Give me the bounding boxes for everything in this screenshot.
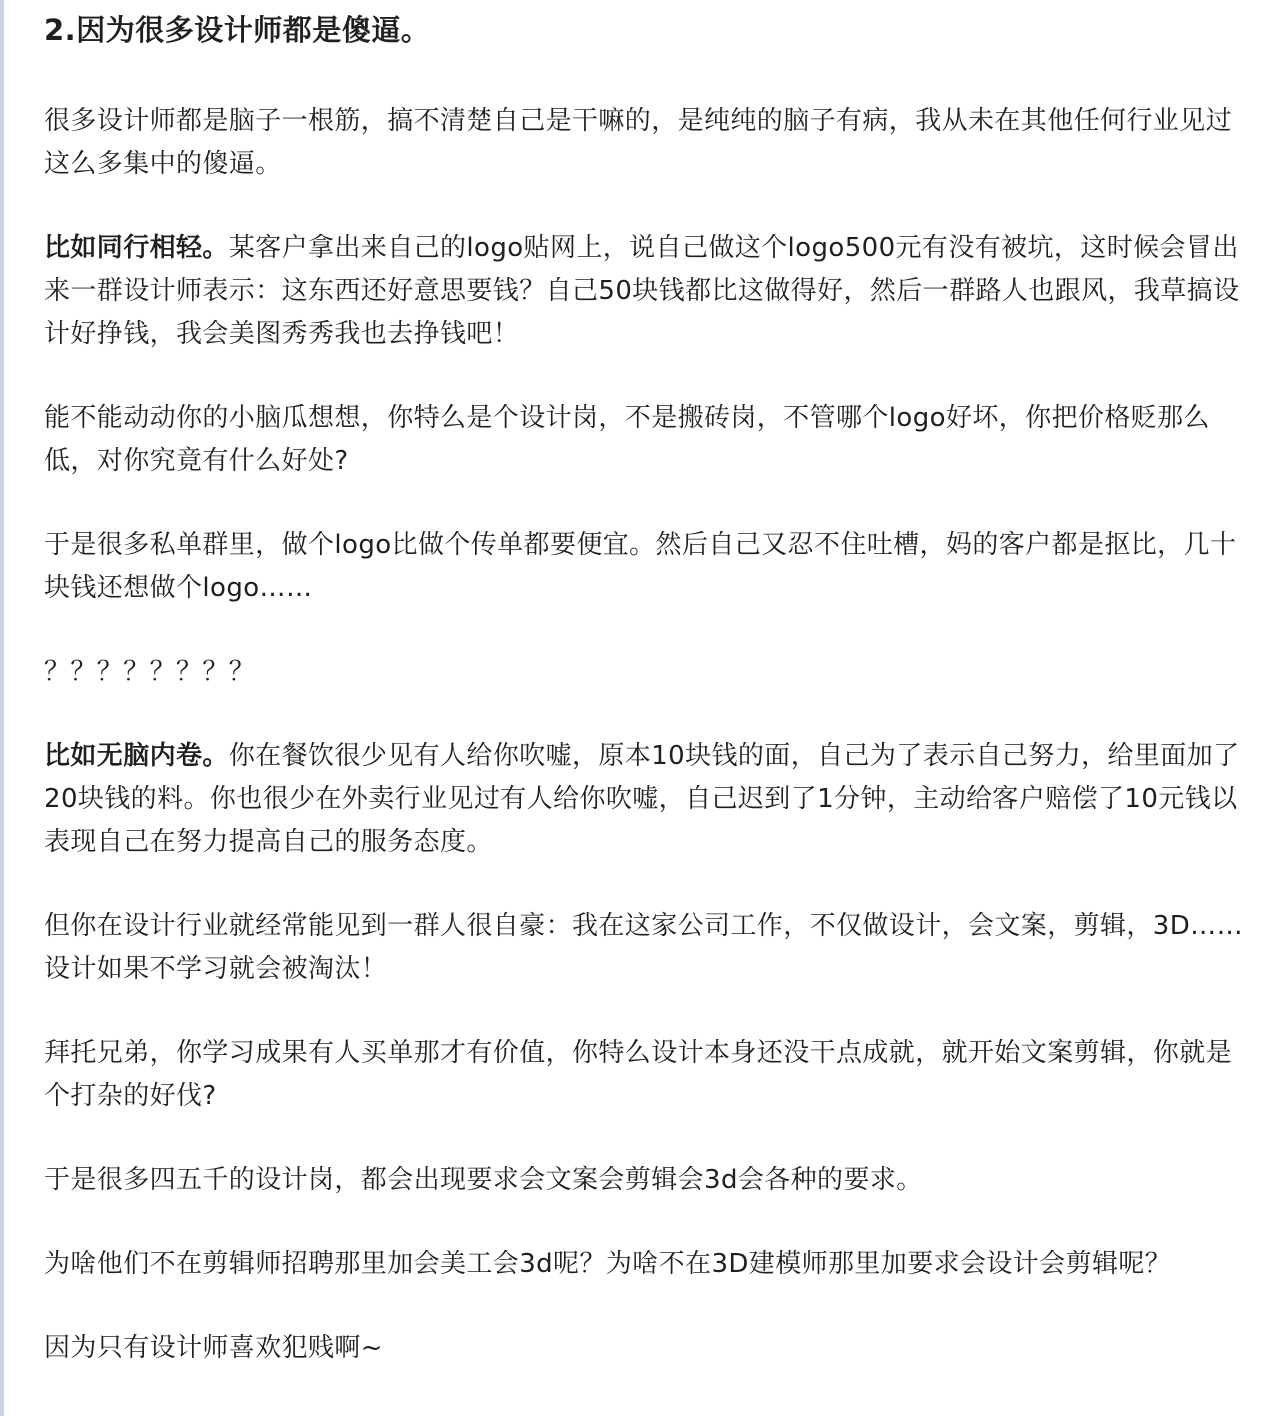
paragraph-9: 于是很多四五千的设计岗，都会出现要求会文案会剪辑会3d会各种的要求。 <box>44 1165 923 1195</box>
article-body <box>44 0 1250 1370</box>
paragraph-10: 为啥他们不在剪辑师招聘那里加会美工会3d呢？为啥不在3D建模师那里加要求会设计会剪辑呢？ <box>44 1249 1172 1279</box>
paragraph-8: 拜托兄弟，你学习成果有人买单那才有价值，你特么设计本身还没干点成就，就开始文案剪辑，你就是个打杂的好伐? <box>44 1038 1233 1111</box>
section-heading: 2.因为很多设计师都是傻逼。 <box>44 13 431 47</box>
paragraph-7: 但你在设计行业就经常能见到一群人很自豪：我在这家公司工作，不仅做设计，会文案，剪辑，3D……设计如果不学习就会被淘汰！ <box>44 911 1243 984</box>
paragraph-6 <box>44 735 1250 864</box>
paragraph-11: 因为只有设计师喜欢犯贱啊~ <box>44 1333 383 1363</box>
paragraph-3: 能不能动动你的小脑瓜想想，你特么是个设计岗，不是搬砖岗，不管哪个logo好坏，你把价格贬那么低，对你究竟有什么好处? <box>44 403 1210 476</box>
paragraph-2 <box>44 227 1250 356</box>
paragraph-5: ？？？？？？？？ <box>44 657 256 687</box>
left-border-rule <box>0 0 4 1416</box>
paragraph-2-lead: 比如同行相轻。 <box>44 233 229 263</box>
paragraph-4: 于是很多私单群里，做个logo比做个传单都要便宜。然后自己又忍不住吐槽，妈的客户都是抠比，几十块钱还想做个logo…… <box>44 530 1237 603</box>
paragraph-6-lead: 比如无脑内卷。 <box>44 741 229 771</box>
paragraph-2-text: 某客户拿出来自己的logo贴网上，说自己做这个logo500元有没有被坑，这时候会冒出来一群设计师表示：这东西还好意思要钱？自己50块钱都比这做得好，然后一群路人也跟风，我草搞设计好挣钱，我会美图秀秀我也去挣钱吧！ <box>44 233 1240 349</box>
paragraph-6-text: 你在餐饮很少见有人给你吹嘘，原本10块钱的面，自己为了表示自己努力，给里面加了20块钱的料。你也很少在外卖行业见过有人给你吹嘘，自己迟到了1分钟，主动给客户赔偿了10元钱以表现自己在努力提高自己的服务态度。 <box>44 741 1240 857</box>
paragraph-1: 很多设计师都是脑子一根筋，搞不清楚自己是干嘛的，是纯纯的脑子有病，我从未在其他任何行业见过这么多集中的傻逼。 <box>44 106 1233 179</box>
